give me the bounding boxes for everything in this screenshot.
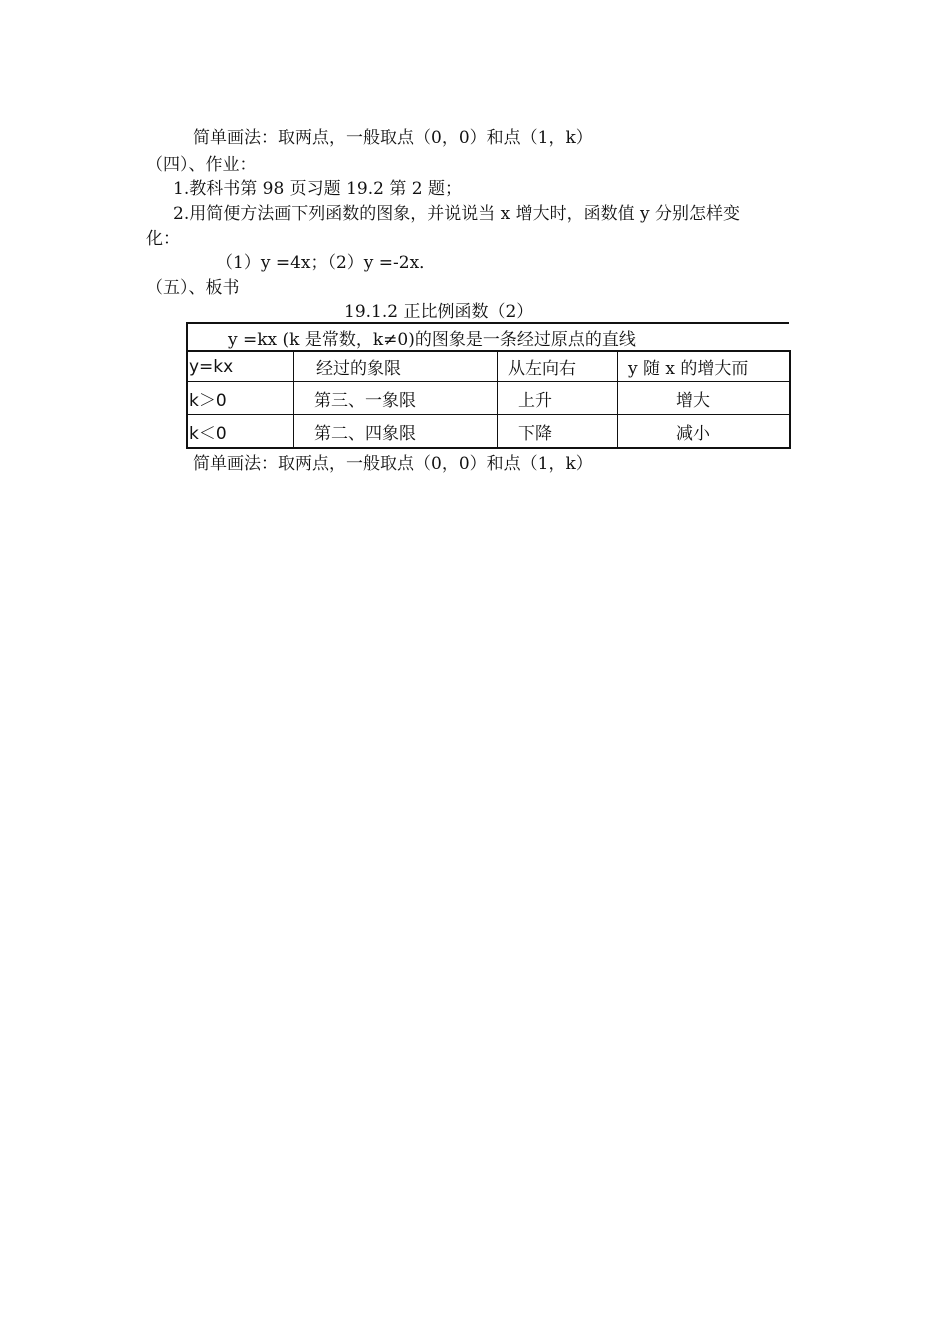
column-header-quadrants: 经过的象限 — [294, 352, 498, 381]
column-header-direction: 从左向右 — [498, 352, 618, 381]
section-four-heading: （四）、作业： — [146, 155, 257, 175]
section-five-heading: （五）、板书 — [146, 278, 240, 298]
table-header-row — [188, 324, 791, 352]
homework-item-2-functions: （1）y =4x；（2）y =-2x． — [216, 253, 437, 273]
column-header-function: y=kx — [188, 352, 294, 381]
table-row — [188, 382, 791, 415]
row-trend-positive: 增大 — [676, 390, 710, 411]
row-direction-negative: 下降 — [498, 415, 618, 447]
row-condition-negative: k＜0 — [188, 415, 294, 447]
table-row — [188, 415, 791, 449]
board-title: 19.1.2 正比例函数（2） — [344, 302, 534, 322]
summary-table — [186, 322, 789, 449]
table-column-row — [188, 352, 791, 382]
row-trend-negative: 减小 — [676, 423, 710, 444]
simple-method-top: 简单画法：取两点，一般取点（0，0）和点（1，k） — [193, 128, 593, 148]
row-quadrants-negative: 第二、四象限 — [294, 415, 498, 447]
row-quadrants-positive: 第三、一象限 — [294, 382, 498, 414]
row-condition-positive: k＞0 — [188, 382, 294, 414]
row-direction-positive: 上升 — [498, 382, 618, 414]
homework-item-1: 1.教科书第 98 页习题 19.2 第 2 题； — [173, 179, 462, 199]
table-header-text: y =kx (k 是常数，k≠0)的图象是一条经过原点的直线 — [228, 329, 636, 350]
simple-method-bottom: 简单画法：取两点，一般取点（0，0）和点（1，k） — [193, 454, 593, 474]
homework-item-2-continued: 化： — [146, 229, 180, 249]
column-header-trend: y 随 x 的增大而 — [628, 359, 749, 379]
homework-item-2: 2.用简便方法画下列函数的图象，并说说当 x 增大时，函数值 y 分别怎样变 — [173, 204, 741, 224]
